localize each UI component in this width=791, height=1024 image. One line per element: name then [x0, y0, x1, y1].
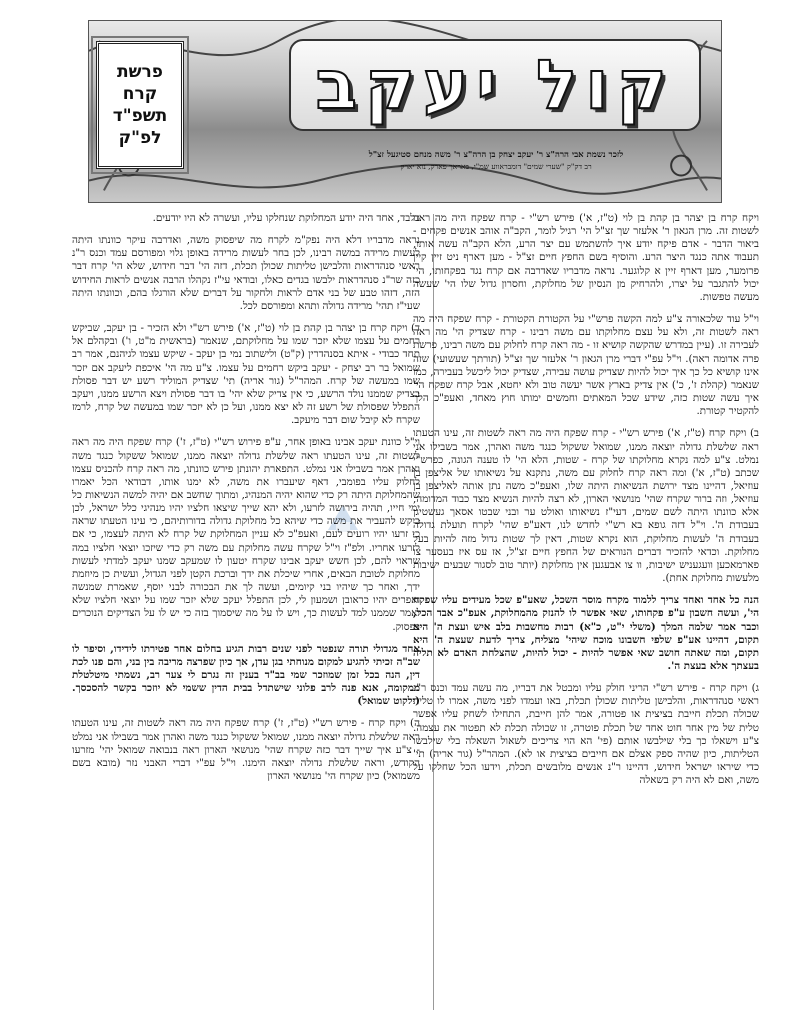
- parsha-name: קרח: [122, 84, 158, 104]
- paragraph: ויקח קרח בן יצהר בן קהת בן לוי (ט"ז, א') פירש רש"י - קרח שפקח היה מה ראה לשטות זה. מרן הגאון ר' אלעזר שך זצ"ל הי' רגיל לומר, הקב"ה אוהב אנשים פקחים - ביאור הדבר - אדם פיקח יודע איך להשתמש עם יצר הרע, הלא הקב"ה עשה אותו, תעבוד אתה כנגד היצר הרע. והוסיף בשם החפץ חיים זצ"ל - מען דארף ניט זיין קיין פרומער, מען דארף זיין א קלוגער. נראה מדבריו שאדרבה אם קרח נגד בפקחותו, הי' יכול להתגבר על יצרו, ולהרחיק מן הנסיון של מחלוקת, וחסרון גדול שלו הי' שעשה מעשה טפשות.: [413, 212, 759, 303]
- paragraph: בלבד, אחד היה יודע המחלוקת שנחלקו עליו, ועשרה לא היו יודעים.: [152, 212, 420, 224]
- paragraph: וי"ל עוד שלכאורה צ"ע למה הקשה פרש"י על הקטורת הקטורת - קרח שפקח היה מה ראה לשטות זה, ולא על עצם מחלוקתו עם משה רבינו - קרח שצדיק הי' מה ראה לעבירה זו. (עיין במדרש שהקשה קושיא זו - מה ראה קרח לחלוק עם משה רבינו, פרשת פרה אדומה ראה). וי"ל עפ"י דברי מרן הגאון ר' אלעזר שך זצ"ל (תורתך שעשועי) שזה אינו קושיא כל כך איך יכול להיות שצדיק עושה עבירה, שצדיק יכול ליכשל בעבירה, כמו שנאמר (קהלת ז', כ') אין צדיק בארץ אשר יעשה טוב ולא יחטא, אבל קרח שפקח הי' איך עשה שטות כזה, שידע שכל המאתים וחמשים ימותו חוץ מאחד, ואעפ"כ הלך להקטיר קטורת.: [413, 313, 759, 418]
- paragraph: נראה מדבריו דלא היה נפק"מ לקרח מה שיפסוק משה, ואדרבה עיקר כוונתו היתה לעשות מרידה במשה רבינו, לכן בחר לעשות מרידה באופן גלוי ומפורסם עמד וכנס ר"נ ראשי סנהדראות והלבישן טליתות שכולן תכלת, דזה הי' דבר חידוש, שלא הי' קרח דבר כזה שר"נ סנהדראות ילבשו בגדים כאלו, ובודאי עי"ז נקהלו הרבה אנשים לראות החידוש הזה, דזהו טבע של בני אדם לראות ולחקור על דברים שלא הורגלו בהם, וכוונתו היתה שעי"ז תהי' מרידה גדולה ותהא ומפורסם לכל.: [72, 234, 420, 312]
- paragraph: ד) ויקח קרח בן יצהר בן קהת בן לוי (ט"ז, א') פירש רש"י ולא הזכיר - בן יעקב, שביקש רחמים על עצמו שלא יזכר שמו על מחלוקתם, שנאמר (בראשית מ"ט, ו') ובקהלם אל תחד כבודי - איתא בסנהדרין (ק"ט) ולישתוב נמי בן יעקב - שיקש עצמו לגיהנם, אמר רב שמואל בר רב יצחק - יעקב ביקש רחמים על עצמו. צ"ע מה הי' איכפת ליעקב אם יזכר שמו במעשה של קרח. המהר"ל (גור אריה) תי' שצדיק המוליד רשע יש דבר פסולת בצדיק שממנו נולד הרשע, כי אין צדיק שלא יהי' בו דבר פסולת ויצא הרשע ממנו, ויעקב התפלל שפסולת של רשע זה לא יצא ממנו, ועל כן לא יזכר שמו במעשה של קרח, לרמז שקרח לא קיבל שום דבר מיעקב.: [72, 322, 420, 427]
- parsha-year: תשפ"ד: [112, 106, 168, 126]
- paragraph: ג) ויקח קרח - פירש רש"י הריני חולק עליו ומבטל את דבריו, מה עשה עמד וכנס ר"נ ראשי סנהדראות, והלבישן טליתות שכולן תכלת, באו ועמדו לפני משה, אמרו לו טלית שכולה תכלת חייבת בציצית או פטורה, אמר להן חייבת, התחילו לשחק עליו אפשר טלית של מין אחר חוט אחד של תכלת פוטרה, זו שכולה תכלת לא תפטור את עצמה. צ"ע וישאלו כך בלי שילבשו אותם (פי' הא הוי צריכים לשאול השאלה בלי שילבשו הטליתות, כיון שהיה ספק אצלם אם חייבים בציצית או לא). המהר"ל (גור אריה) תי' כדי שיראו ישראל חידוש, דהיינו ר"נ אנשים מלובשים תכלת, וידעו הכל שחלקו על משה, ואם לא היה רק בשאלה: [413, 682, 759, 787]
- parsha-lfk: לפ"ק: [118, 128, 162, 148]
- paragraph-bold: הנה כל אחד ואחד צריך ללמוד מקרח מוסר השכל, שאע"פ שכל מעידים עליו שפקח הי', ועשה חשבון ע"פ פקחותו, שאי אפשר לו להנזק מהמחלוקת, אעפ"כ אבד הכל, וכבר אמר שלמה המלך (משלי י"ט, כ"א) רבות מחשבות בלב איש ועצת ה' היא תקום, דהיינו אע"פ שלפי חשבונו מוכח שיהי' מצליח, צריך לדעת שעצת ה' היא תקום, ומה שאתה חושב שאי אפשר להיות - יכול להיות, שהצלחת האדם לא תליה בעצתך אלא בעצת ה'.: [413, 594, 759, 672]
- right-column: [413, 212, 759, 796]
- parsha-label: פרשת: [117, 62, 163, 82]
- paragraph: ב) ויקח קרח (ט"ז, א') פירש רש"י - קרח שפקח היה מה ראה לשטות זה, עינו הטעתו ראה שלשלת גדולה יוצאה ממנו, שמואל ששקול כנגד משה ואהרן, אמר בשבילו אני נמלט. צ"ע למה נקרא מחלוקתו של קרח - שטות, הלא הי' לו טענה הגונה, כפרש"י שכתב (ט"ז, א') ומה ראה קרח לחלוק עם משה, נתקנא על נשיאותו של אליצפן בן עוזיאל, דהיינו מצד ירושת הנשיאות היתה שלו, ואעפ"כ משה נתן אותה לאליצפן בן עוזיאל, וזה ברור שקרח שהי' מנושאי הארון, לא רצה להיות הנשיא מצד כבוד המדומה, אלא כוונתו היתה לשם שמים, דעי"ז נשיאותו ואולט ער ובני שבטו אסאך געשטיגן בעבודת ה'. וי"ל דזה גופא בא רש"י לחדש לנו, דאע"פ שהי' לקרח תועלת גדולה בעבודת ה' לעשות מחלוקת, הוא נקרא שטות, דאין לך שטות גדול מזה להיות בעל מחלוקת. וכדאי להזכיר דברים הנוראים של החפץ חיים זצ"ל, אז עס איז בעסער צו פארמאכען וועגעניש ישיבות, וו צו אבעגען אין מחלוקת (יותר טוב לסגור שבעים ישיבות מלעשות מחלוקת אחת).: [413, 427, 759, 585]
- parsha-box: [96, 41, 184, 169]
- masthead-banner: [88, 20, 722, 203]
- memorial-line: לזכר נשמת אבי הרה"צ ר' יעקב יצחק בן הרה"צ ר' משה מנחם סטיגעל זצ"ל: [368, 150, 624, 160]
- memorial-dedication: [295, 149, 697, 173]
- left-column: [72, 212, 420, 792]
- publication-title: קול יעקב: [315, 45, 675, 125]
- paragraph: וי"ל כוונת יעקב אבינו באופן אחר, ע"פ פירוש רש"י (ט"ז, ז') קרח שפקח היה מה ראה לשטות זה, עינו הטעתו ראה שלשלת גדולה יוצאה ממנו, שמואל ששקול כנגד משה ואהרן אמר בשבילו אני נמלט. התפארת יהונתן פירש כוונתו, מה ראה קרח להכניס עצמו לחלוק עליו בפומבי, דאף שיעברו את משה, לא ימנו אותו, דבודאי הכל יאמרו שהמחלוקת היתה רק כדי שהוא יהיה המנהיג, ומתוך שחשב אם יהיה למשה הנשיאות כל ימי חייו, תהיה בירושה לזרעו, ולא יהא שייך שיצאו חלציו יהיו מנהיגי כלל ישראל, לכן ביקש להעביר את משה כדי שיהא כל מחלוקת גדולה בדורותיהם, כי עינו הטעתו שראה כי זרעו יהיו רועים לעם, ואעפ"כ לא עניין המחלוקת של קרח לא היתה לעצמו, כי אם לזרעו אחריו. ולפ"ז וי"ל שקרח עשה מחלוקת עם משה רק כדי שיזכו יוצאי חלציו במה שראוי להם, לכן חשש יעקב אבינו שקרח יטעון לו שמעקב שמנו יעקב למדתי לעשות מחלוקת לטובת הבאים, אחרי שיכלת את ידך וברכת הקטן לפני הגדול, ועשית כן מיוזמת ידך, ואחר כך שיהיו בני קיומים, ועשה לך את הבכורה לבני יוסף, שאמרת שמנשה ואפרים יהיו כראובן ושמעון לי, לכן התפלל יעקב שלא יזכר שמו על יוצאי חלציו שלא יאמר שממנו למד לעשות כך, ויש לו על מה שיסמוך בזה כי יש לו על הצדיקים הנוכרים בפסוק.: [72, 436, 420, 633]
- paragraph-bold: אחד מגדולי תורה שנפטר לפני שנים רבות הגיע בחלום אחר פטירתו לידידו, וסיפר לו שב"ה זכיתי להגיע למקום מנוחתי בגן עדן, אך כיון שפרצה מריבה בין בני, והם פנו לכת דין, הנה בכל זמן שמוזכר שמי בב"ד בענין זה נגרם לי צער רב, נשמתי מיטלטלת ממקומה, אנא פנה לרב פלוני שישתדל בבית הדין ששמי לא יוזכר בקשר להסכסך. (ילקוט שמואל): [72, 642, 420, 708]
- publisher-line: רב דק"ק "שערי שמים" דומבראווע שמ"י, באראך פארק, נוא יארק: [400, 162, 592, 171]
- title-frame: [289, 39, 701, 131]
- paragraph: ה) ויקח קרח - פירש רש"י (ט"ז, ז') קרח שפקח היה מה ראה לשטות זה, עינו הטעתו ראה שלשלת גדולה יוצאה ממנו, שמואל ששקול כנגד משה ואהרן אמר בשבילו אני נמלט - צ"ע איך שייך דבר כזה שקרח שהי' מנושאי הארון ראה בנבואה שמואל יהי' מזרעו הקודש, וראה שלשלת גדולה יוצאה הימנו. וי"ל עפ"י דברי האבני נזר (מובא בשם משמואל) כיון שקרח הי' מנושאי הארון: [72, 717, 420, 783]
